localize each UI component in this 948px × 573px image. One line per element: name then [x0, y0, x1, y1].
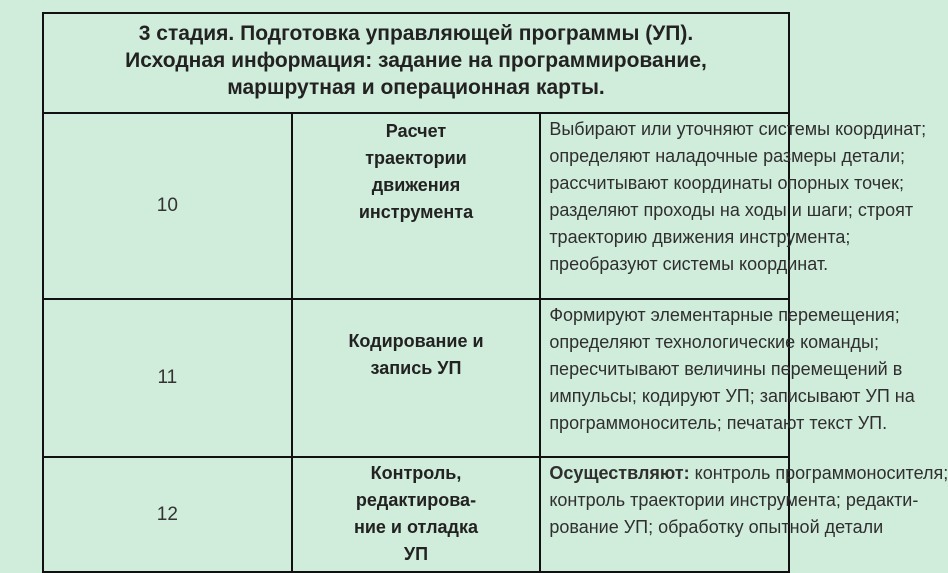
- desc-line: определяют наладочные размеры детали;: [549, 146, 905, 166]
- table-header-row: [43, 13, 789, 113]
- stage-line: Контроль,: [370, 463, 462, 483]
- stage-description: [540, 457, 948, 572]
- stage-description: [540, 113, 927, 299]
- stage-table: [42, 12, 948, 573]
- desc-bold-prefix: Осуществляют:: [549, 463, 690, 483]
- desc-line: разделяют проходы на ходы и шаги; строят: [549, 200, 914, 220]
- stage-name: [292, 299, 541, 457]
- stage-line: движения: [371, 175, 461, 195]
- stage-line: ние и отладка: [353, 517, 478, 537]
- desc-line: рассчитывают координаты опорных точек;: [549, 173, 905, 193]
- stage-line: запись УП: [370, 358, 462, 378]
- desc-line: определяют технологические команды;: [549, 332, 879, 352]
- stage-description: [540, 299, 915, 457]
- stage-line: редактирова-: [355, 490, 477, 510]
- table-row: [43, 457, 789, 572]
- stage-line: Расчет: [385, 121, 447, 141]
- desc-line: импульсы; кодируют УП; записывают УП на: [549, 386, 915, 406]
- stage-line: инструмента: [358, 202, 474, 222]
- desc-line: преобразуют системы координат.: [549, 254, 829, 274]
- stage-line: Кодирование и: [348, 331, 484, 351]
- desc-line-rest: контроль программоносителя;: [689, 463, 948, 483]
- stage-line: траектории: [365, 148, 467, 168]
- row-number: 10: [43, 113, 292, 299]
- desc-line: Выбирают или уточняют системы координат;: [549, 119, 927, 139]
- row-number: 12: [43, 457, 292, 572]
- desc-line: пересчитывают величины перемещений в: [549, 359, 903, 379]
- desc-line: контроль траектории инструмента; редакти-: [549, 490, 919, 510]
- desc-line: [549, 460, 948, 487]
- table-row: [43, 299, 789, 457]
- desc-line: рование УП; обработку опытной детали: [549, 517, 884, 537]
- stage-name: [292, 113, 541, 299]
- title-line: 3 стадия. Подготовка управляющей программы (УП).: [138, 22, 694, 45]
- row-number: 11: [43, 299, 292, 457]
- desc-line: программоноситель; печатают текст УП.: [549, 413, 888, 433]
- stage-line: УП: [403, 544, 429, 564]
- title-line: маршрутная и операционная карты.: [227, 76, 605, 99]
- table-row: [43, 113, 789, 299]
- table-title: [43, 13, 789, 113]
- desc-line: траекторию движения инструмента;: [549, 227, 851, 247]
- title-line: Исходная информация: задание на программирование,: [125, 49, 707, 72]
- stage-name: [292, 457, 541, 572]
- desc-line: Формируют элементарные перемещения;: [549, 305, 900, 325]
